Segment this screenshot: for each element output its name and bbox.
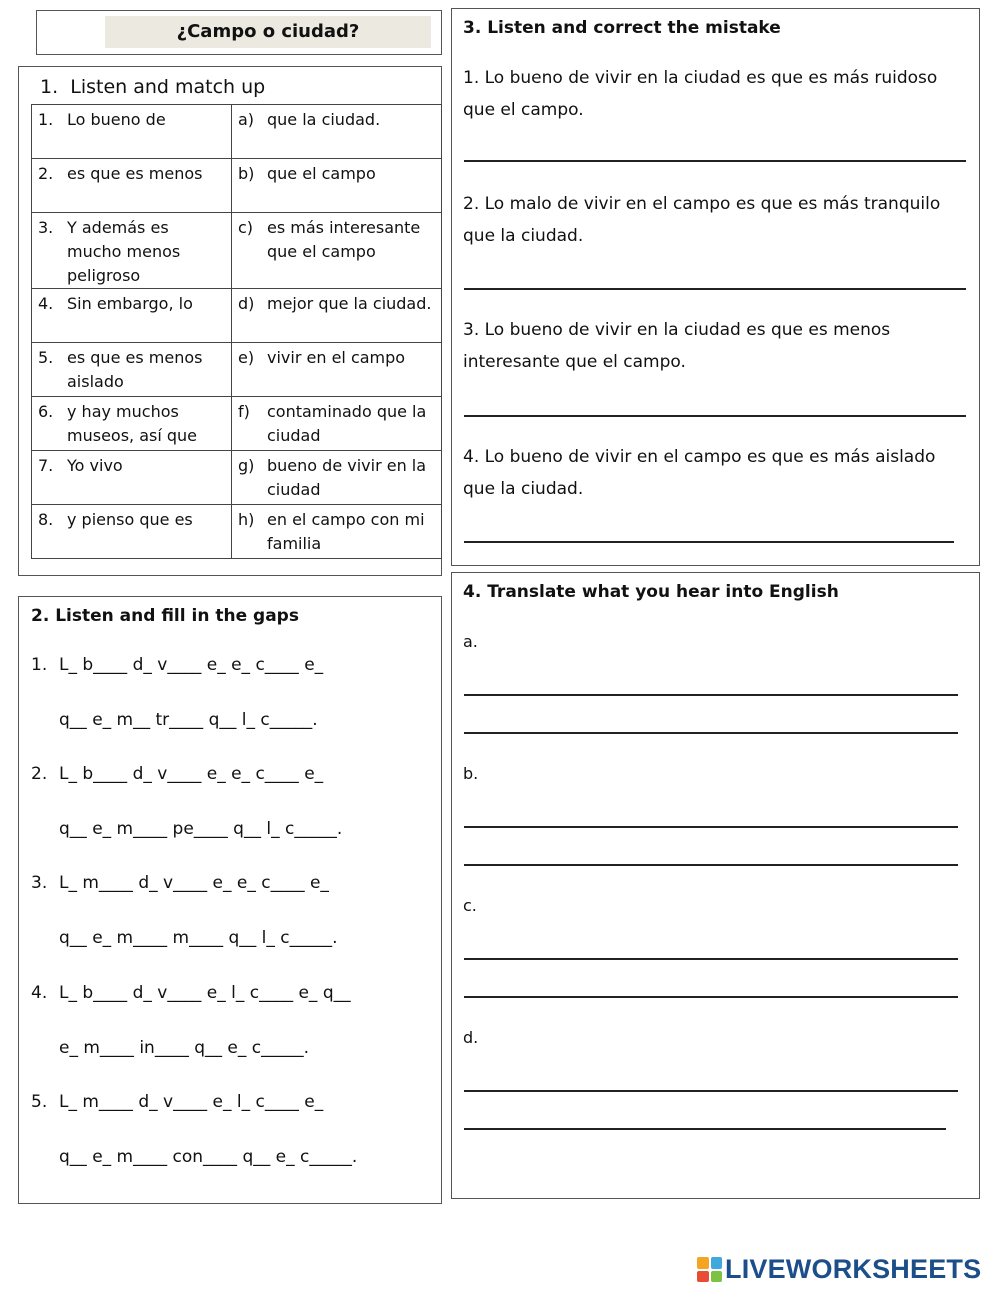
match-right-cell[interactable] [232,213,442,289]
translation-line-d2[interactable] [464,1128,946,1130]
translation-label-a: a. [463,632,478,651]
match-right-cell[interactable] [232,397,442,451]
match-row [32,451,442,505]
match-right-letter: b) [238,164,255,183]
gap-line-number: 3. [31,873,48,893]
logo-square-icon [711,1271,723,1283]
answer-line-2[interactable] [464,288,966,290]
match-left-number: 1. [38,110,54,129]
match-left-number: 5. [38,348,54,367]
correction-item-2: 2. Lo malo de vivir en el campo es que es más tranquilo que la ciudad. [463,194,941,246]
correction-item-3: 3. Lo bueno de vivir en la ciudad es que es menos interesante que el campo. [463,320,891,372]
gap-line-text: q__ e_ m__ tr____ q__ l_ c_____. [59,710,318,730]
match-row [32,159,442,213]
gap-line[interactable] [31,819,342,839]
gap-line-text: q__ e_ m____ con____ q__ e_ c_____. [59,1147,358,1167]
gap-line-text: L_ m____ d_ v____ e_ l_ c____ e_ [59,1092,324,1112]
match-row [32,289,442,343]
match-left-number: 3. [38,218,54,237]
correction-item-1: 1. Lo bueno de vivir en la ciudad es que es más ruidoso que el campo. [463,68,938,120]
match-right-text: en el campo con mi familia [267,510,425,553]
match-right-cell[interactable] [232,105,442,159]
match-row [32,343,442,397]
correction-item-4: 4. Lo bueno de vivir en el campo es que es más aislado que la ciudad. [463,447,936,499]
match-row [32,505,442,559]
section-4-heading: 4. Translate what you hear into English [463,582,839,602]
translation-label-c: c. [463,896,477,915]
answer-line-4[interactable] [464,541,954,543]
logo-square-icon [697,1271,709,1283]
match-left-number: 6. [38,402,54,421]
match-right-letter: f) [238,402,250,421]
match-left-text: Yo vivo [67,456,123,475]
translation-label-d: d. [463,1028,479,1047]
match-left-number: 2. [38,164,54,183]
match-left-text: y pienso que es [67,510,193,529]
gap-line-number: 5. [31,1092,48,1112]
gap-line-text: e_ m____ in____ q__ e_ c_____. [59,1038,310,1058]
translation-line-a2[interactable] [464,732,958,734]
match-row [32,105,442,159]
gap-line-text: L_ b____ d_ v____ e_ e_ c____ e_ [59,655,324,675]
match-left-cell[interactable] [32,289,232,343]
logo-text: LIVEWORKSHEETS [725,1254,982,1284]
match-left-number: 8. [38,510,54,529]
gap-line-number: 4. [31,983,48,1003]
gap-line[interactable] [31,710,318,730]
section-2-box [18,596,442,1204]
gap-line[interactable] [31,764,323,784]
gap-line[interactable] [31,873,329,893]
gap-line[interactable] [31,655,323,675]
match-right-text: que la ciudad. [267,110,381,129]
match-right-cell[interactable] [232,289,442,343]
logo-mark-icon [697,1257,722,1282]
gap-line[interactable] [31,1038,309,1058]
answer-line-3[interactable] [464,415,966,417]
logo-square-icon [711,1257,723,1269]
match-left-number: 7. [38,456,54,475]
translation-line-b1[interactable] [464,826,958,828]
match-left-number: 4. [38,294,54,313]
match-right-cell[interactable] [232,505,442,559]
match-left-cell[interactable] [32,343,232,397]
section-3-heading: 3. Listen and correct the mistake [463,18,781,38]
gap-line-number: 2. [31,764,48,784]
match-left-text: Lo bueno de [67,110,166,129]
match-row [32,397,442,451]
translation-line-c2[interactable] [464,996,958,998]
translation-line-b2[interactable] [464,864,958,866]
liveworksheets-logo[interactable] [697,1254,981,1285]
gap-line-text: L_ m____ d_ v____ e_ e_ c____ e_ [59,873,329,893]
match-left-cell[interactable] [32,397,232,451]
match-right-cell[interactable] [232,343,442,397]
gap-line-text: q__ e_ m____ pe____ q__ l_ c_____. [59,819,343,839]
match-left-cell[interactable] [32,505,232,559]
match-right-letter: a) [238,110,255,129]
match-table [31,104,442,559]
match-left-cell[interactable] [32,105,232,159]
match-right-text: contaminado que la ciudad [267,402,427,445]
match-left-text: y hay muchos museos, así que [67,402,198,445]
match-right-text: bueno de vivir en la ciudad [267,456,427,499]
match-left-text: es que es menos aislado [67,348,203,391]
match-left-text: Y además es mucho menos peligroso [67,218,181,285]
answer-line-1[interactable] [464,160,966,162]
match-right-letter: c) [238,218,254,237]
match-right-text: vivir en el campo [267,348,406,367]
match-left-cell[interactable] [32,159,232,213]
section-4-box [451,572,980,1199]
translation-label-b: b. [463,764,479,783]
gap-line-text: L_ b____ d_ v____ e_ e_ c____ e_ [59,764,324,784]
match-right-letter: h) [238,510,255,529]
match-right-text: que el campo [267,164,376,183]
gap-line-number: 1. [31,655,48,675]
worksheet-title: ¿Campo o ciudad? [105,16,431,48]
gap-line[interactable] [31,1092,323,1112]
match-right-cell[interactable] [232,451,442,505]
gap-line-text: L_ b____ d_ v____ e_ l_ c____ e_ q__ [59,983,351,1003]
match-left-text: es que es menos [67,164,203,183]
match-right-letter: g) [238,456,255,475]
match-left-cell[interactable] [32,451,232,505]
gap-line[interactable] [31,928,338,948]
match-right-cell[interactable] [232,159,442,213]
match-right-letter: d) [238,294,255,313]
translation-line-c1[interactable] [464,958,958,960]
logo-square-icon [697,1257,709,1269]
match-right-text: es más interesante que el campo [267,218,421,261]
match-right-text: mejor que la ciudad. [267,294,432,313]
section-2-heading: 2. Listen and fill in the gaps [31,606,299,626]
gap-line[interactable] [31,983,351,1003]
translation-line-a1[interactable] [464,694,958,696]
match-right-letter: e) [238,348,255,367]
gap-line[interactable] [31,1147,357,1167]
translation-line-d1[interactable] [464,1090,958,1092]
title-box [36,10,442,55]
section-1-heading: 1. Listen and match up [40,76,266,98]
match-row [32,213,442,289]
match-left-text: Sin embargo, lo [67,294,193,313]
gap-line-text: q__ e_ m____ m____ q__ l_ c_____. [59,928,338,948]
match-left-cell[interactable] [32,213,232,289]
